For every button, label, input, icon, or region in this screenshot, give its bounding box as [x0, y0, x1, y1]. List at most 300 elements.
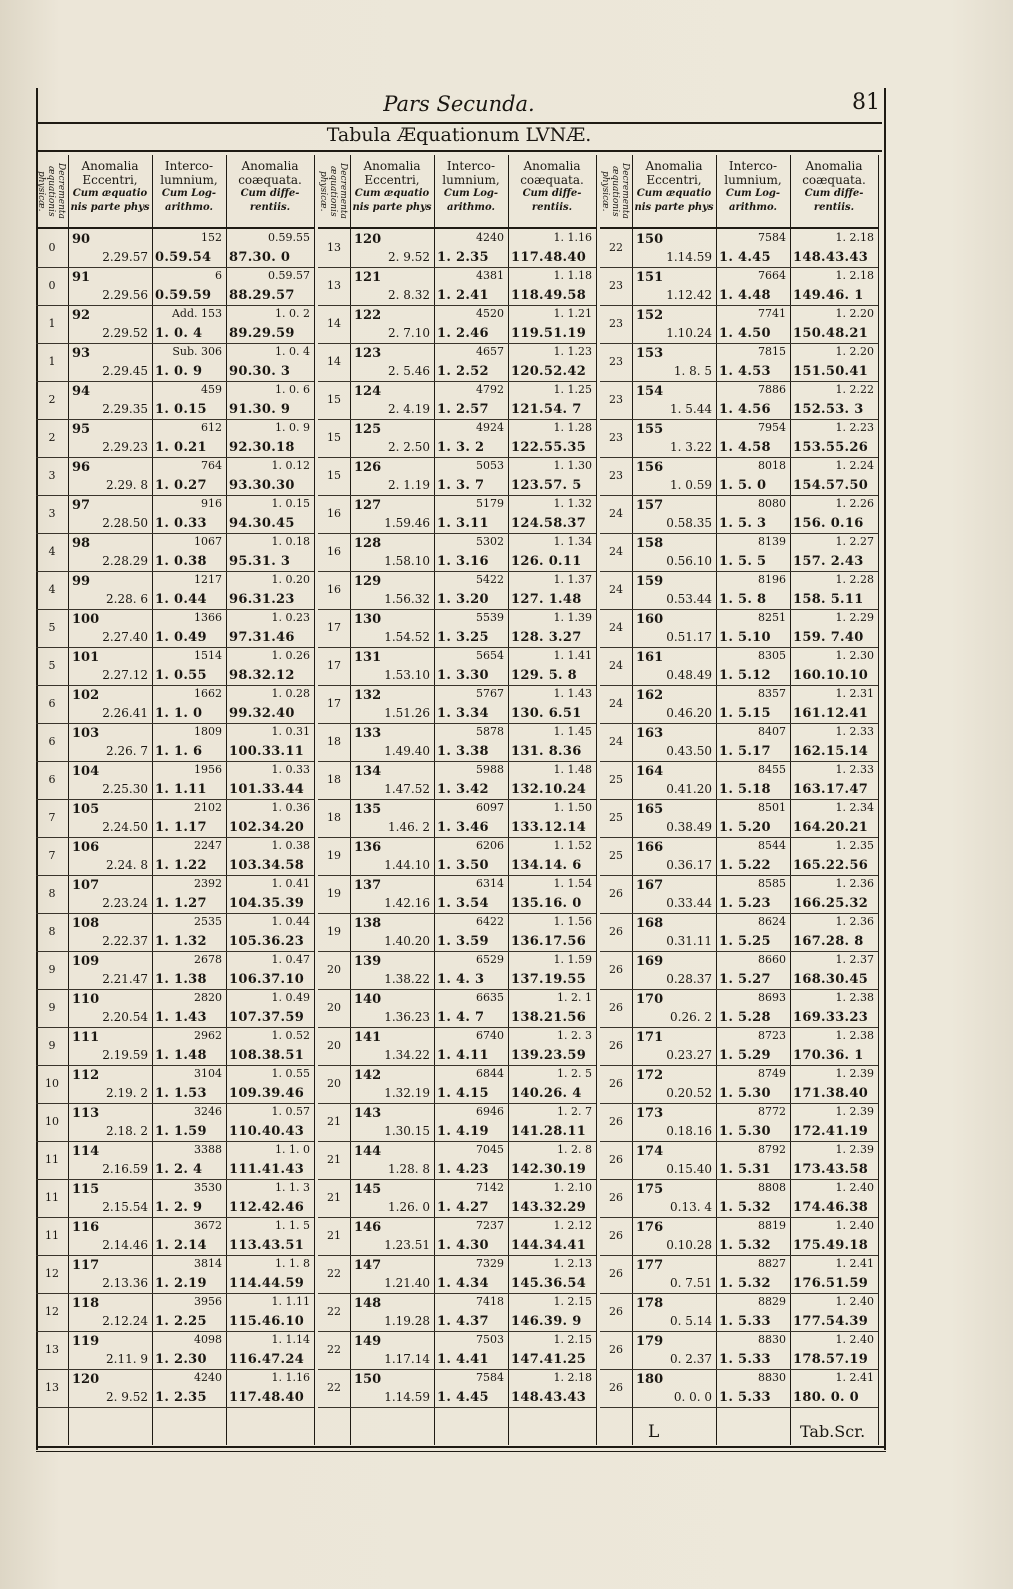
anomalia-coaequata-cell: [508, 571, 596, 609]
difference-value: 1. 2.10: [553, 1181, 592, 1194]
intercolumnium-cell: [152, 381, 226, 419]
decrement-cell: [600, 1027, 632, 1065]
intercolumnium-cell: [152, 1293, 226, 1331]
decrement-value: 18: [327, 735, 341, 748]
logarithm-value: 1. 5.27: [719, 972, 771, 987]
intercolumnium-cell: [152, 1027, 226, 1065]
decrement-cell: [318, 1293, 350, 1331]
intercolumnium-cell: [434, 1331, 508, 1369]
difference-value: 1. 0.26: [271, 649, 310, 662]
decrement-value: 5: [48, 659, 56, 672]
anomalia-eccentri-cell: [350, 723, 434, 761]
aequatio-physica-value: 2. 8.32: [388, 288, 430, 302]
logarithm-value: 1. 1.17: [155, 820, 207, 835]
difference-value: 1. 2.29: [835, 611, 874, 624]
table-row: [318, 799, 596, 838]
anomalia-eccentri-cell: [350, 343, 434, 381]
intercolumnium-cell: [716, 913, 790, 951]
logarithm-value: 1. 2.46: [437, 326, 489, 341]
anomalia-eccentri-cell: [632, 1369, 716, 1407]
coaequata-value: 89.29.59: [229, 326, 295, 341]
coaequata-value: 152.53. 3: [793, 402, 864, 417]
logarithm-value: 1. 5.17: [719, 744, 771, 759]
difference-value: 1. 2. 5: [557, 1067, 592, 1080]
logarithm-value: 1. 2.30: [155, 1352, 207, 1367]
anomalia-degree: 90: [72, 232, 91, 247]
anomalia-degree: 103: [72, 726, 100, 741]
logarithm-value: 1. 4.56: [719, 402, 771, 417]
logarithm-value: 1. 4.48: [719, 288, 771, 303]
table-row: [36, 875, 314, 914]
logarithm-value: 1. 2. 9: [155, 1200, 203, 1215]
decrement-cell: [600, 1103, 632, 1141]
difference-value: 1. 2.23: [835, 421, 874, 434]
aequatio-physica-value: 0. 0. 0: [673, 1390, 712, 1404]
intercolumnium-cell: [434, 1217, 508, 1255]
decrement-cell: [36, 913, 68, 951]
coaequata-value: 100.33.11: [229, 744, 305, 759]
aequatio-physica-value: 1.56.32: [384, 592, 430, 606]
intercolumnium-cell: [716, 1065, 790, 1103]
anomalia-coaequata-cell: [790, 609, 878, 647]
difference-value: 1. 2.40: [835, 1219, 874, 1232]
difference-value: 1. 0. 6: [275, 383, 310, 396]
coaequata-value: 131. 8.36: [511, 744, 582, 759]
anomalia-degree: 133: [354, 726, 382, 741]
table-row: [318, 381, 596, 420]
anomalia-coaequata-cell: [226, 1065, 314, 1103]
anomalia-coaequata-cell: [790, 1331, 878, 1369]
table-row: [318, 875, 596, 914]
intercolumnium-value: 6422: [476, 915, 504, 928]
intercolumnium-cell: [152, 419, 226, 457]
anomalia-eccentri-header-subtitle: Cum æquatio nis parte phys: [70, 188, 150, 213]
bottom-rule: [36, 1446, 886, 1448]
table-row: [600, 267, 878, 306]
intercolumnium-value: 6529: [476, 953, 504, 966]
table-row: [600, 837, 878, 876]
anomalia-degree: 141: [354, 1030, 382, 1045]
decrement-value: 26: [609, 1191, 623, 1204]
decrement-cell: [600, 305, 632, 343]
intercolumnium-value: 7741: [758, 307, 786, 320]
intercolumnium-cell: [434, 1369, 508, 1407]
column-rule: [596, 155, 597, 1445]
intercolumnium-value: 8305: [758, 649, 786, 662]
intercolumnium-value: 4240: [194, 1371, 222, 1384]
anomalia-eccentri-cell: [68, 647, 152, 685]
decrement-cell: [36, 685, 68, 723]
aequatio-physica-value: 2.27.12: [102, 668, 148, 682]
anomalia-eccentri-cell: [632, 495, 716, 533]
anomalia-degree: 139: [354, 954, 382, 969]
anomalia-eccentri-cell: [68, 913, 152, 951]
intercolumnium-cell: [716, 533, 790, 571]
anomalia-coaequata-cell: [790, 799, 878, 837]
coaequata-value: 176.51.59: [793, 1276, 869, 1291]
decrement-value: 1: [48, 355, 56, 368]
anomalia-degree: 120: [354, 232, 382, 247]
anomalia-coaequata-cell: [790, 951, 878, 989]
table-row: [36, 571, 314, 610]
difference-value: 1. 1.16: [553, 231, 592, 244]
anomalia-eccentri-cell: [68, 685, 152, 723]
logarithm-value: 1. 1.59: [155, 1124, 207, 1139]
aequatio-physica-value: 1.17.14: [384, 1352, 430, 1366]
decrement-value: 25: [609, 811, 623, 824]
table-row: [600, 1255, 878, 1294]
column-group: [36, 155, 314, 1445]
coaequata-value: 104.35.39: [229, 896, 305, 911]
logarithm-value: 1. 4.11: [437, 1048, 489, 1063]
aequatio-physica-value: 2.23.24: [102, 896, 148, 910]
intercolumnium-cell: [152, 229, 226, 267]
anomalia-degree: 154: [636, 384, 664, 399]
intercolumnium-cell: [152, 951, 226, 989]
anomalia-eccentri-cell: [350, 837, 434, 875]
aequatio-physica-value: 1. 0.59: [670, 478, 712, 492]
logarithm-value: 1. 3.11: [437, 516, 489, 531]
anomalia-eccentri-cell: [68, 457, 152, 495]
decrement-cell: [600, 685, 632, 723]
aequatio-physica-value: 2. 9.52: [388, 250, 430, 264]
coaequata-value: 166.25.32: [793, 896, 869, 911]
decrement-value: 23: [609, 317, 623, 330]
difference-value: 1. 2.36: [835, 877, 874, 890]
anomalia-eccentri-header-title: Anomalia Eccentri,: [363, 159, 421, 187]
logarithm-value: 1. 4. 7: [437, 1010, 485, 1025]
logarithm-value: 1. 1.38: [155, 972, 207, 987]
anomalia-coaequata-cell: [226, 267, 314, 305]
anomalia-eccentri-cell: [350, 533, 434, 571]
coaequata-value: 153.55.26: [793, 440, 869, 455]
anomalia-coaequata-cell: [226, 1293, 314, 1331]
difference-value: 1. 2.34: [835, 801, 874, 814]
difference-value: 1. 0.55: [271, 1067, 310, 1080]
decrement-value: 2: [48, 393, 56, 406]
decrement-cell: [36, 1103, 68, 1141]
logarithm-value: 1. 5.32: [719, 1276, 771, 1291]
coaequata-value: 147.41.25: [511, 1352, 587, 1367]
table-row: [36, 723, 314, 762]
anomalia-eccentri-cell: [350, 1331, 434, 1369]
intercolumnium-cell: [152, 1179, 226, 1217]
anomalia-eccentri-cell: [632, 609, 716, 647]
intercolumnium-cell: [434, 1065, 508, 1103]
intercolumnium-cell: [434, 571, 508, 609]
logarithm-value: 1. 0.38: [155, 554, 207, 569]
coaequata-value: 91.30. 9: [229, 402, 291, 417]
decrement-value: 23: [609, 279, 623, 292]
aequatio-physica-value: 0.10.28: [666, 1238, 712, 1252]
decrement-cell: [36, 533, 68, 571]
table-row: [36, 1141, 314, 1180]
coaequata-value: 134.14. 6: [511, 858, 582, 873]
decrement-cell: [36, 1331, 68, 1369]
anomalia-eccentri-cell: [68, 761, 152, 799]
anomalia-degree: 149: [354, 1334, 382, 1349]
anomalia-degree: 99: [72, 574, 91, 589]
intercolumnium-cell: [434, 609, 508, 647]
intercolumnium-value: 2247: [194, 839, 222, 852]
table-row: [600, 495, 878, 534]
anomalia-coaequata-cell: [226, 1369, 314, 1407]
anomalia-eccentri-cell: [632, 343, 716, 381]
intercolumnium-cell: [434, 1103, 508, 1141]
decrement-value: 24: [609, 621, 623, 634]
decrement-cell: [318, 685, 350, 723]
aequatio-physica-value: 2.20.54: [102, 1010, 148, 1024]
coaequata-value: 107.37.59: [229, 1010, 305, 1025]
anomalia-coaequata-cell: [226, 1027, 314, 1065]
intercolumnium-value: 8501: [758, 801, 786, 814]
anomalia-eccentri-cell: [68, 1065, 152, 1103]
table-row: [318, 1293, 596, 1332]
intercolumnium-value: 1514: [194, 649, 222, 662]
coaequata-value: 154.57.50: [793, 478, 869, 493]
difference-value: 1. 1.34: [553, 535, 592, 548]
aequatio-physica-value: 1.10.24: [666, 326, 712, 340]
intercolumnium-cell: [434, 1255, 508, 1293]
anomalia-coaequata-cell: [226, 647, 314, 685]
anomalia-coaequata-cell: [226, 571, 314, 609]
decrement-value: 22: [609, 241, 623, 254]
decrement-value: 13: [327, 279, 341, 292]
anomalia-degree: 172: [636, 1068, 664, 1083]
intercolumnium-cell: [716, 1255, 790, 1293]
intercolumnium-cell: [716, 1179, 790, 1217]
anomalia-coaequata-cell: [508, 1331, 596, 1369]
logarithm-value: 1. 5. 8: [719, 592, 767, 607]
aequatio-physica-value: 0.58.35: [666, 516, 712, 530]
logarithm-value: 1. 5.23: [719, 896, 771, 911]
anomalia-degree: 131: [354, 650, 382, 665]
coaequata-value: 171.38.40: [793, 1086, 869, 1101]
anomalia-eccentri-cell: [350, 381, 434, 419]
anomalia-coaequata-cell: [790, 723, 878, 761]
table-row: [318, 837, 596, 876]
decrement-value: 11: [45, 1229, 59, 1242]
difference-value: 1. 2.27: [835, 535, 874, 548]
logarithm-value: 1. 4.45: [437, 1390, 489, 1405]
anomalia-coaequata-cell: [508, 837, 596, 875]
coaequata-value: 162.15.14: [793, 744, 869, 759]
difference-value: 0.59.55: [268, 231, 310, 244]
difference-value: 1. 0.47: [271, 953, 310, 966]
difference-value: 1. 2.39: [835, 1143, 874, 1156]
table-row: [36, 1217, 314, 1256]
coaequata-value: 161.12.41: [793, 706, 869, 721]
anomalia-coaequata-cell: [508, 1255, 596, 1293]
decrement-cell: [318, 723, 350, 761]
intercolumnium-cell: [434, 875, 508, 913]
anomalia-coaequata-header-title: Anomalia coæquata.: [520, 159, 584, 187]
coaequata-value: 167.28. 8: [793, 934, 864, 949]
anomalia-eccentri-cell: [68, 343, 152, 381]
intercolumnium-value: 8080: [758, 497, 786, 510]
anomalia-degree: 155: [636, 422, 664, 437]
intercolumnium-cell: [716, 305, 790, 343]
coaequata-value: 145.36.54: [511, 1276, 587, 1291]
difference-value: 1. 0.49: [271, 991, 310, 1004]
anomalia-coaequata-cell: [790, 495, 878, 533]
anomalia-eccentri-cell: [632, 267, 716, 305]
intercolumnium-value: 764: [201, 459, 222, 472]
anomalia-degree: 142: [354, 1068, 382, 1083]
table-row: [318, 1217, 596, 1256]
table-row: [36, 837, 314, 876]
anomalia-eccentri-cell: [68, 305, 152, 343]
anomalia-coaequata-cell: [790, 305, 878, 343]
intercolumnium-value: 6097: [476, 801, 504, 814]
difference-value: 1. 2.39: [835, 1067, 874, 1080]
intercolumnium-value: 7886: [758, 383, 786, 396]
intercolumnium-value: 3104: [194, 1067, 222, 1080]
anomalia-degree: 150: [636, 232, 664, 247]
intercolumnium-value: 8018: [758, 459, 786, 472]
intercolumnium-cell: [152, 1141, 226, 1179]
difference-value: 1. 2.20: [835, 345, 874, 358]
logarithm-value: 1. 4.58: [719, 440, 771, 455]
anomalia-coaequata-cell: [508, 1103, 596, 1141]
decrement-value: 17: [327, 697, 341, 710]
coaequata-value: 139.23.59: [511, 1048, 587, 1063]
anomalia-degree: 150: [354, 1372, 382, 1387]
logarithm-value: 1. 0.44: [155, 592, 207, 607]
difference-value: 1. 2. 7: [557, 1105, 592, 1118]
coaequata-value: 126. 0.11: [511, 554, 582, 569]
logarithm-value: 1. 4.27: [437, 1200, 489, 1215]
decrement-value: 21: [327, 1191, 341, 1204]
decrement-cell: [36, 343, 68, 381]
anomalia-coaequata-cell: [226, 1179, 314, 1217]
anomalia-degree: 136: [354, 840, 382, 855]
decrement-value: 15: [327, 393, 341, 406]
anomalia-coaequata-cell: [790, 1293, 878, 1331]
difference-value: 1. 0.28: [271, 687, 310, 700]
anomalia-eccentri-cell: [350, 609, 434, 647]
coaequata-value: 132.10.24: [511, 782, 587, 797]
anomalia-degree: 166: [636, 840, 664, 855]
intercolumnium-value: 2392: [194, 877, 222, 890]
intercolumnium-value: 5053: [476, 459, 504, 472]
anomalia-coaequata-cell: [508, 229, 596, 267]
decrement-cell: [318, 1027, 350, 1065]
table-row: [36, 1027, 314, 1066]
aequatio-physica-value: 0.46.20: [666, 706, 712, 720]
aequatio-physica-value: 1. 3.22: [670, 440, 712, 454]
intercolumnium-value: 3672: [194, 1219, 222, 1232]
table-row: [318, 343, 596, 382]
aequatio-physica-value: 0.13. 4: [670, 1200, 712, 1214]
decrement-cell: [36, 723, 68, 761]
coaequata-value: 160.10.10: [793, 668, 869, 683]
logarithm-value: 1. 2.52: [437, 364, 489, 379]
decrement-cell: [36, 1369, 68, 1407]
decrement-cell: [36, 1217, 68, 1255]
decrement-value: 26: [609, 963, 623, 976]
anomalia-degree: 101: [72, 650, 100, 665]
coaequata-value: 119.51.19: [511, 326, 587, 341]
aequatio-physica-value: 2.19. 2: [106, 1086, 148, 1100]
anomalia-coaequata-cell: [508, 305, 596, 343]
difference-value: 1. 2.38: [835, 991, 874, 1004]
intercolumnium-cell: [716, 267, 790, 305]
aequatio-physica-value: 2.29.57: [102, 250, 148, 264]
decrement-cell: [600, 381, 632, 419]
coaequata-value: 142.30.19: [511, 1162, 587, 1177]
coaequata-value: 122.55.35: [511, 440, 587, 455]
anomalia-eccentri-cell: [632, 1027, 716, 1065]
anomalia-coaequata-cell: [226, 305, 314, 343]
table-row: [36, 1369, 314, 1408]
table-row: [318, 913, 596, 952]
decrement-value: 18: [327, 811, 341, 824]
logarithm-value: 1. 5.30: [719, 1086, 771, 1101]
anomalia-eccentri-cell: [350, 1027, 434, 1065]
table-row: [600, 229, 878, 268]
anomalia-coaequata-cell: [790, 571, 878, 609]
coaequata-value: 108.38.51: [229, 1048, 305, 1063]
anomalia-coaequata-cell: [790, 1065, 878, 1103]
anomalia-eccentri-cell: [68, 419, 152, 457]
table-row: [318, 267, 596, 306]
coaequata-value: 117.48.40: [229, 1390, 305, 1405]
anomalia-degree: 102: [72, 688, 100, 703]
difference-value: 1. 0.36: [271, 801, 310, 814]
table-row: [36, 457, 314, 496]
table-row: [36, 381, 314, 420]
anomalia-degree: 175: [636, 1182, 664, 1197]
intercolumnium-cell: [152, 1255, 226, 1293]
anomalia-eccentri-cell: [632, 989, 716, 1027]
logarithm-value: 1. 5.28: [719, 1010, 771, 1025]
aequatio-physica-value: 0.56.10: [666, 554, 712, 568]
anomalia-degree: 164: [636, 764, 664, 779]
anomalia-eccentri-cell: [632, 951, 716, 989]
decrement-cell: [600, 571, 632, 609]
intercolumnium-header-title: Interco- lumnium,: [442, 159, 500, 187]
intercolumnium-cell: [434, 685, 508, 723]
table-row: [36, 1103, 314, 1142]
anomalia-eccentri-cell: [350, 989, 434, 1027]
decrement-cell: [600, 723, 632, 761]
intercolumnium-cell: [152, 723, 226, 761]
anomalia-degree: 97: [72, 498, 91, 513]
logarithm-value: 1. 5.33: [719, 1390, 771, 1405]
aequatio-physica-value: 2.28.50: [102, 516, 148, 530]
coaequata-value: 93.30.30: [229, 478, 295, 493]
logarithm-value: 1. 5.18: [719, 782, 771, 797]
decrement-cell: [318, 837, 350, 875]
anomalia-coaequata-cell: [226, 837, 314, 875]
anomalia-eccentri-cell: [350, 571, 434, 609]
table-row: [600, 685, 878, 724]
signature-mark: L: [648, 1422, 660, 1442]
aequatio-physica-value: 2.26. 7: [106, 744, 148, 758]
logarithm-value: 1. 4.19: [437, 1124, 489, 1139]
aequatio-physica-value: 1.46. 2: [388, 820, 430, 834]
coaequata-value: 95.31. 3: [229, 554, 291, 569]
aequatio-physica-value: 1.34.22: [384, 1048, 430, 1062]
intercolumnium-cell: [716, 647, 790, 685]
difference-value: 1. 2.22: [835, 383, 874, 396]
decrement-cell: [600, 1065, 632, 1103]
anomalia-eccentri-header: [68, 155, 152, 227]
decrement-value: 26: [609, 1153, 623, 1166]
intercolumnium-cell: [434, 381, 508, 419]
intercolumnium-cell: [152, 1103, 226, 1141]
